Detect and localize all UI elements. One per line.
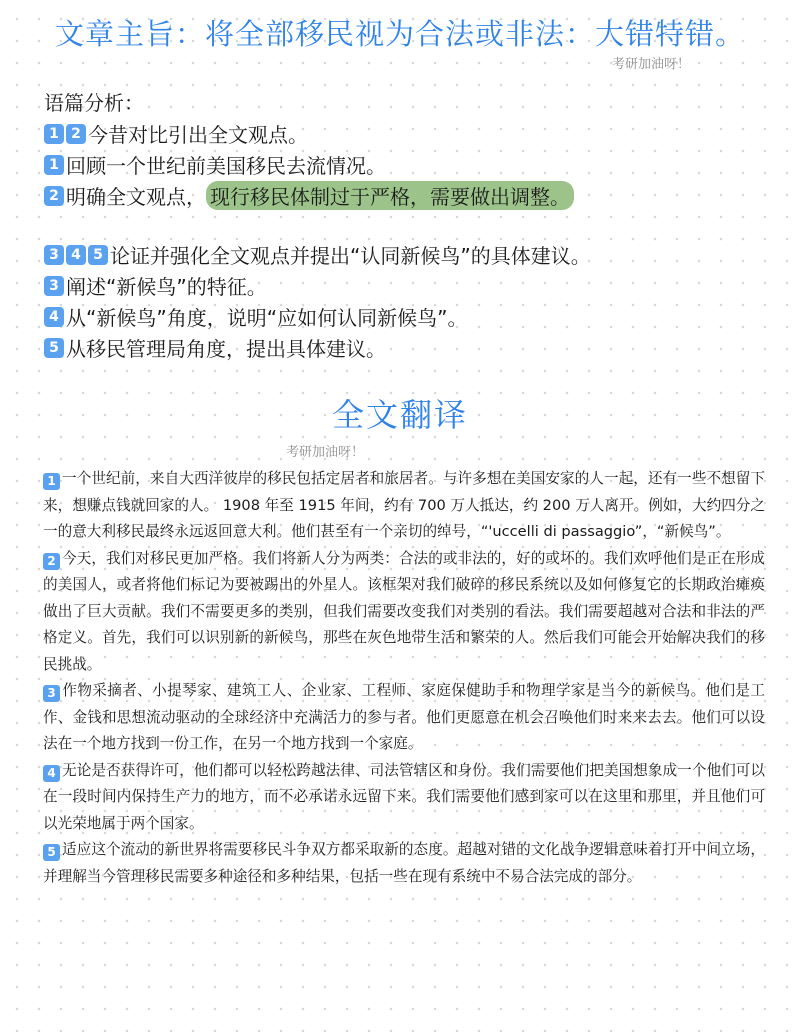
analysis-line — [44, 239, 784, 270]
paragraph-text: 作物采摘者、小提琴家、建筑工人、企业家、工程师、家庭保健助手和物理学家是当今的新候鸟。他们是工作、金钱和思想流动驱动的全球经济中充满活力的参与者。他们更愿意在机会召唤他们时来来去去。他们可以设法在一个地方找到一份工作，在另一个地方找到一个家庭。 — [43, 682, 765, 752]
analysis-text: 论证并强化全文观点并提出“认同新候鸟”的具体建议。 — [110, 244, 591, 268]
analysis-line — [44, 301, 784, 332]
number-badge-icon: 1 — [43, 473, 60, 490]
number-badge-icon: 5 — [88, 245, 108, 265]
number-badge-icon: 2 — [66, 124, 86, 144]
full-translation — [43, 466, 765, 890]
paragraph-text: 今天，我们对移民更加严格。我们将新人分为两类：合法的或非法的，好的或坏的。我们欢呼他们是正在形成的美国人，或者将他们标记为要被踢出的外星人。该框架对我们破碎的移民系统以及如何修复它的长期政治瘫痪做出了巨大贡献。我们不需要更多的类别，但我们需要改变我们对类别的看法。我们需要超越对合法和非法的严格定义。首先，我们可以识别新的新候鸟，那些在灰色地带生活和繁荣的人。然后我们可能会开始解决我们的移民挑战。 — [43, 549, 765, 673]
watermark-top: 考研加油呀！ — [612, 57, 691, 72]
number-badge-icon: 3 — [44, 245, 64, 265]
analysis-heading: 语篇分析： — [44, 91, 144, 115]
number-badge-icon: 4 — [43, 765, 60, 782]
discourse-analysis — [44, 88, 784, 363]
number-badge-icon: 4 — [66, 245, 86, 265]
analysis-text: 明确全文观点， — [66, 185, 206, 209]
number-badge-icon: 4 — [44, 307, 64, 327]
highlighted-thesis: 现行移民体制过于严格，需要做出调整。 — [206, 181, 574, 210]
analysis-line — [44, 118, 784, 149]
number-badge-icon: 2 — [43, 553, 60, 570]
analysis-line — [44, 180, 784, 211]
page-title: 文章主旨：将全部移民视为合法或非法：大错特错。 — [54, 17, 745, 51]
translation-paragraph — [43, 837, 765, 890]
number-badge-icon: 3 — [44, 276, 64, 296]
translation-paragraph — [43, 466, 765, 546]
paragraph-text: 适应这个流动的新世界将需要移民斗争双方都采取新的态度。超越对错的文化战争逻辑意味着打开中间立场，并理解当今管理移民需要多种途径和多种结果，包括一些在现有系统中不易合法完成的部分。 — [43, 841, 765, 885]
number-badge-icon: 1 — [44, 155, 64, 175]
analysis-line — [44, 270, 784, 301]
analysis-text: 回顾一个世纪前美国移民去流情况。 — [66, 154, 386, 178]
analysis-line — [44, 332, 784, 363]
watermark-middle: 考研加油呀！ — [286, 445, 365, 460]
analysis-text: 从“新候鸟”角度，说明“应如何认同新候鸟”。 — [66, 306, 468, 330]
translation-heading: 全文翻译 — [331, 396, 468, 434]
analysis-line — [44, 149, 784, 180]
number-badge-icon: 5 — [43, 844, 60, 861]
paragraph-text: 无论是否获得许可，他们都可以轻松跨越法律、司法管辖区和身份。我们需要他们把美国想象成一个他们可以在一段时间内保持生产力的地方，而不必承诺永远留下来。我们需要他们感到家可以在这里和那里，并且他们可以光荣地属于两个国家。 — [43, 761, 765, 832]
translation-paragraph — [43, 678, 765, 758]
analysis-text: 从移民管理局角度，提出具体建议。 — [66, 337, 386, 361]
number-badge-icon: 3 — [43, 685, 60, 702]
number-badge-icon: 2 — [44, 186, 64, 206]
number-badge-icon: 1 — [44, 124, 64, 144]
translation-paragraph — [43, 546, 765, 679]
analysis-text: 今昔对比引出全文观点。 — [88, 123, 308, 147]
number-badge-icon: 5 — [44, 338, 64, 358]
translation-paragraph — [43, 758, 765, 838]
analysis-text: 阐述“新候鸟”的特征。 — [66, 275, 267, 299]
paragraph-text: 一个世纪前，来自大西洋彼岸的移民包括定居者和旅居者。与许多想在美国安家的人一起，还有一些不想留下来，想赚点钱就回家的人。 1908 年至 1915 年间，约有 700 万人抵达，约 200 万人离开。例如，大约四分之一的意大利移民最终永远返回意大利。他们甚至有一个亲切的绰号，“'uccelli di passaggio”，“新候鸟”。 — [43, 470, 765, 540]
